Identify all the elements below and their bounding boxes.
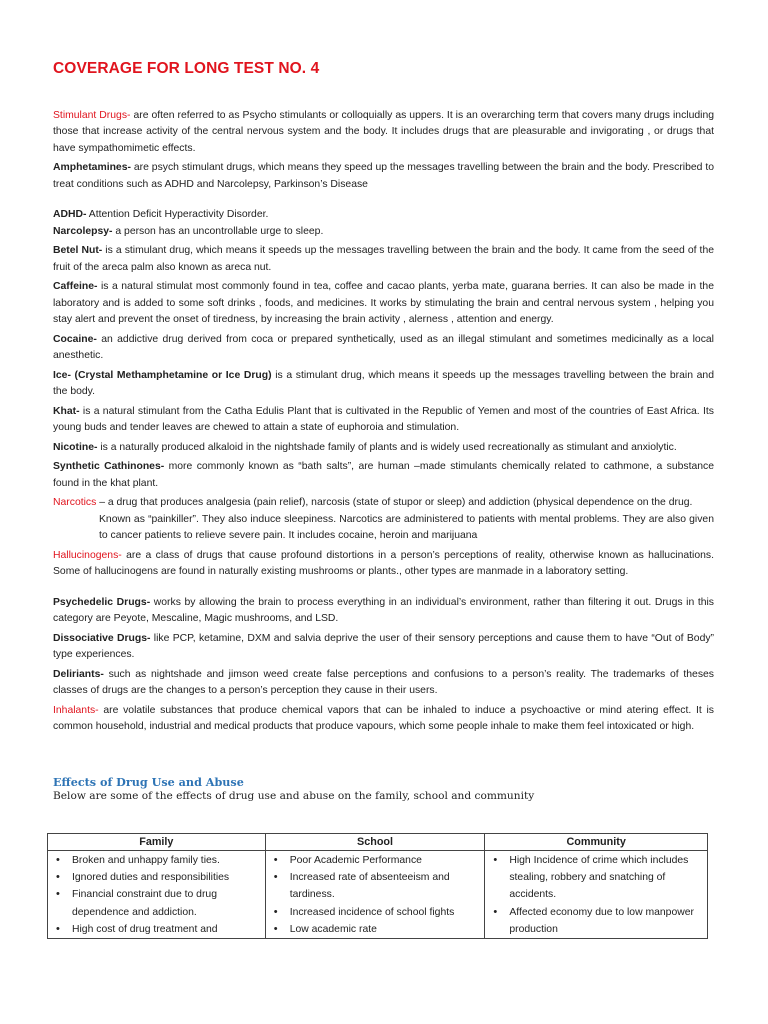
- definition-paragraph: [53, 368, 714, 401]
- definition-term: Khat-: [53, 405, 80, 417]
- list-item: • Increased incidence of school fights: [272, 904, 481, 921]
- definition-term: Narcotics: [53, 497, 97, 509]
- column-header-school: School: [265, 834, 485, 851]
- effects-intro: Below are some of the effects of drug use and abuse on the family, school and community: [53, 790, 535, 802]
- definition-text: are psych stimulant drugs, which means they speed up the messages travelling between the brain and the body. Prescribed to treat conditions such as ADHD and Narcolepsy, Parkinson’s Disease: [53, 162, 714, 190]
- column-header-community: Community: [485, 834, 708, 851]
- definition-text: Attention Deficit Hyperactivity Disorder.: [86, 209, 269, 221]
- definition-text: is a stimulant drug, which means it speeds up the messages travelling between the brain and the body. It came from the seed of the fruit of the areca palm also known as areca nut.: [53, 245, 714, 273]
- effects-table: [47, 833, 708, 939]
- definition-term: Hallucinogens-: [53, 549, 122, 561]
- definition-paragraph: [53, 595, 714, 628]
- definition-paragraph: [53, 703, 714, 736]
- definition-paragraph: [53, 495, 714, 511]
- definition-text: an addictive drug derived from coca or prepared synthetically, used as an illegal stimulant and sometimes medicinally as a local anesthetic.: [53, 333, 714, 362]
- definition-paragraph: [53, 224, 714, 240]
- definition-text: is a naturally produced alkaloid in the nightshade family of plants and is widely used recreationally as stimulant and anxiolytic.: [97, 441, 677, 453]
- definition-term: Betel Nut-: [53, 245, 103, 257]
- definition-paragraph: [53, 548, 714, 581]
- definition-text: a person has an uncontrollable urge to sleep.: [112, 225, 324, 237]
- definition-term: Deliriants-: [53, 668, 104, 680]
- definition-text: is a stimulant drug, which means it speeds up the messages travelling between the brain and the body.: [53, 369, 714, 398]
- definition-paragraph: [53, 440, 714, 456]
- definition-paragraph: [53, 667, 714, 700]
- definition-text: Known as “painkiller”. They also induce sleepiness. Narcotics are administered to patients with mental problems. They are also given to cancer patients to relieve severe pain. It includes cocaine, heroin and marijuana: [99, 513, 714, 542]
- list-item: • Increased rate of absenteeism and tardiness.: [272, 869, 481, 903]
- definition-term: ADHD-: [53, 209, 87, 221]
- list-item: • Broken and unhappy family ties.: [54, 852, 261, 869]
- definition-text: like PCP, ketamine, DXM and salvia deprive the user of their sensory perceptions and cause them to have “Out of Body” type experiences.: [53, 632, 715, 661]
- table-header-row: [48, 834, 708, 851]
- definition-text: is a natural stimulant from the Catha Edulis Plant that is cultivated in the Republic of Yemen and most of the countries of East Africa. Its young buds and tender leaves are chewed to attain a state of euphoroia and stimulation.: [53, 405, 714, 434]
- definition-text: are often referred to as Psycho stimulants or colloquially as uppers. It is an overarching term that covers many drugs including those that increase activity of the central nervous system and the body. It includes drugs that are pleasurable and invigorating , or drugs that have sympathomimetic effects.: [53, 110, 714, 154]
- family-cell: [48, 851, 266, 939]
- community-cell: [485, 851, 708, 939]
- paragraph-spacer: [53, 196, 714, 207]
- definition-term: Synthetic Cathinones-: [53, 461, 165, 473]
- list-item: • Financial constraint due to drug dependence and addiction.: [54, 886, 261, 920]
- definition-term: Inhalants-: [53, 704, 99, 716]
- definition-paragraph: [53, 631, 714, 664]
- definition-paragraph: [53, 404, 714, 437]
- page-title: COVERAGE FOR LONG TEST NO. 4: [53, 60, 320, 77]
- definition-paragraph: [53, 332, 714, 365]
- school-effects-list: [272, 852, 481, 938]
- definition-term: Narcolepsy-: [53, 225, 113, 237]
- definition-term: Ice- (Crystal Methamphetamine or Ice Drug): [53, 369, 272, 381]
- definition-term: Cocaine-: [53, 333, 97, 345]
- column-header-family: Family: [48, 834, 266, 851]
- list-item: • Ignored duties and responsibilities: [54, 869, 261, 886]
- definition-text: – a drug that produces analgesia (pain relief), narcosis (state of stupor or sleep) and addiction (physical dependence on the drug.: [96, 497, 693, 509]
- list-item: • High cost of drug treatment and: [54, 921, 261, 938]
- definition-term: Stimulant Drugs-: [53, 110, 131, 121]
- definition-paragraph: [53, 512, 714, 545]
- definition-paragraph: [53, 459, 714, 492]
- definition-paragraph: [53, 279, 714, 328]
- definition-paragraph: [53, 160, 714, 193]
- document-body: [53, 108, 714, 739]
- community-effects-list: [491, 852, 703, 938]
- school-cell: [265, 851, 485, 939]
- definition-text: are a class of drugs that cause profound distortions in a person’s perceptions of reality, otherwise known as hallucinations. Some of hallucinogens are found in naturally existing mushrooms or plants., other types are manmade in a laboratory setting.: [53, 549, 714, 578]
- paragraph-spacer: [53, 584, 714, 595]
- list-item: • Affected economy due to low manpower production: [491, 904, 703, 938]
- definition-term: Dissociative Drugs-: [53, 632, 151, 644]
- definition-term: Psychedelic Drugs-: [53, 596, 151, 608]
- definition-text: such as nightshade and jimson weed create false perceptions and confusions to a person’s reality. The trademarks of theses classes of drugs are the changes to a person’s perception they cause in their users.: [53, 668, 714, 697]
- list-item: • Poor Academic Performance: [272, 852, 481, 869]
- list-item: • High Incidence of crime which includes stealing, robbery and snatching of accidents.: [491, 852, 703, 904]
- definition-term: Amphetamines-: [53, 162, 131, 174]
- definition-term: Nicotine-: [53, 441, 98, 453]
- definition-paragraph: [53, 243, 714, 276]
- definition-paragraph: [53, 108, 714, 157]
- family-effects-list: [54, 852, 261, 938]
- definition-text: works by allowing the brain to process everything in an individual’s environment, rather than filtering it out. Drugs in this category are Peyote, Mescaline, Magic mushrooms, and LSD.: [53, 596, 714, 625]
- definition-text: more commonly known as “bath salts”, are human –made stimulants chemically related to cathmone, a substance found in the khat plant.: [53, 461, 714, 489]
- table-row: [48, 851, 708, 939]
- definition-paragraph: [53, 207, 714, 223]
- definition-text: are volatile substances that produce chemical vapors that can be inhaled to induce a psychoactive or mind atering effect. It is common household, industrial and medical products that produce vapours, which some people inhale to make them feel intoxicated or high.: [53, 704, 714, 733]
- list-item: • Low academic rate: [272, 921, 481, 938]
- definition-text: is a natural stimulat most commonly found in tea, coffee and cacao plants, yerba mate, guarana berries. It can also be made in the laboratory and is added to some soft drinks , foods, and medicines. It works by stimulating the brain and central nervous system , helping you stay alert and prevent the onset of tiredness, by increasing the brain activity , alerness , attention and energy.: [53, 281, 714, 326]
- definition-term: Caffeine-: [53, 281, 98, 293]
- effects-heading: Effects of Drug Use and Abuse: [53, 775, 244, 789]
